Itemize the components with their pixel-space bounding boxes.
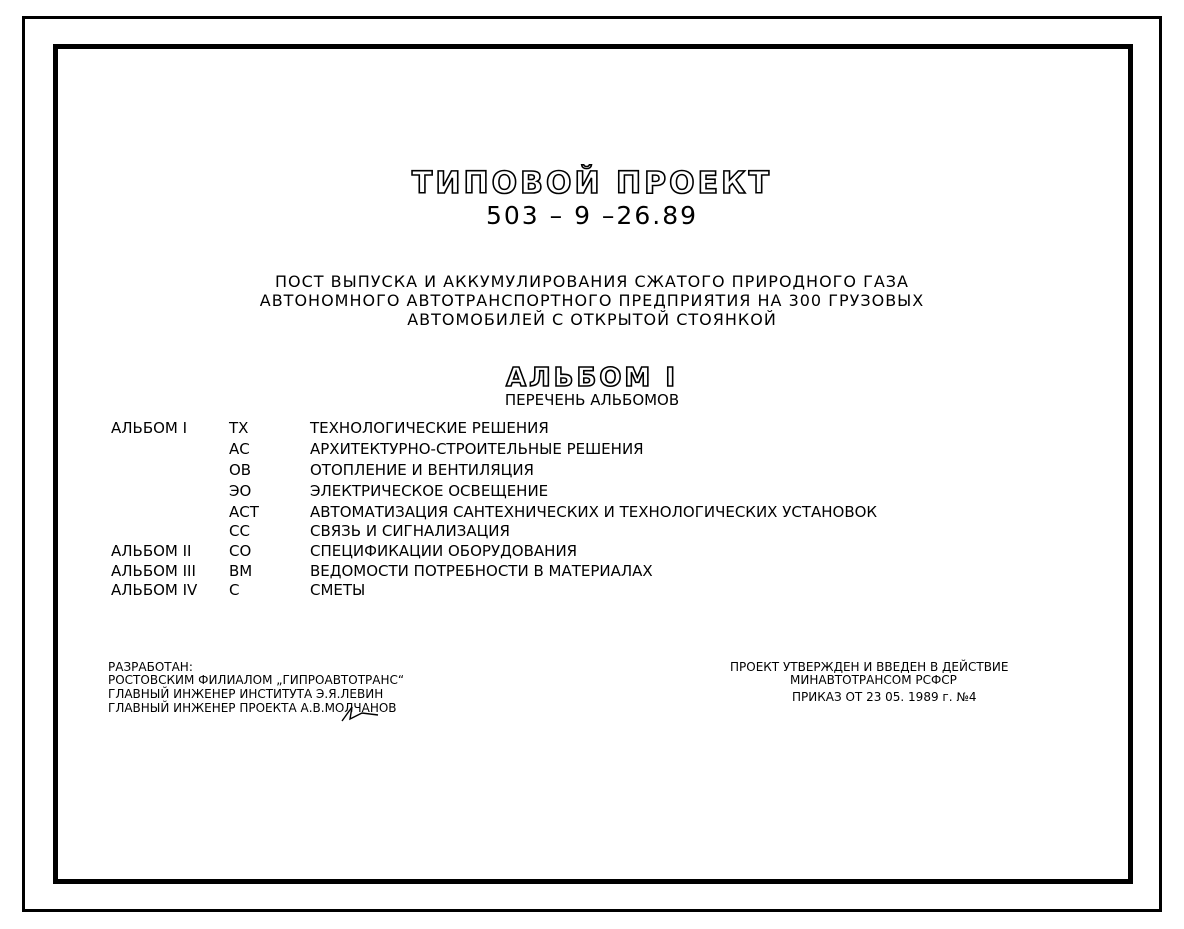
description-line-3: АВТОМОБИЛЕЙ С ОТКРЫТОЙ СТОЯНКОЙ	[407, 310, 777, 329]
list-name: ЭЛЕКТРИЧЕСКОЕ ОСВЕЩЕНИЕ	[310, 482, 549, 500]
developed-line-1: РАЗРАБОТАН:	[108, 660, 193, 674]
list-code: АС	[229, 440, 250, 458]
list-code: ВМ	[229, 562, 253, 580]
list-name: АВТОМАТИЗАЦИЯ САНТЕХНИЧЕСКИХ И ТЕХНОЛОГИЧЕСКИХ УСТАНОВОК	[310, 503, 878, 521]
list-name: АРХИТЕКТУРНО-СТРОИТЕЛЬНЫЕ РЕШЕНИЯ	[310, 440, 644, 458]
list-name: СПЕЦИФИКАЦИИ ОБОРУДОВАНИЯ	[310, 542, 578, 560]
list-name: СВЯЗЬ И СИГНАЛИЗАЦИЯ	[310, 522, 510, 540]
list-album: АЛЬБОМ IV	[111, 581, 198, 599]
list-code: СО	[229, 542, 252, 560]
approved-line-1: ПРОЕКТ УТВЕРЖДЕН И ВВЕДЕН В ДЕЙСТВИЕ	[730, 660, 1009, 674]
list-name: ВЕДОМОСТИ ПОТРЕБНОСТИ В МАТЕРИАЛАХ	[310, 562, 653, 580]
list-code: ЭО	[229, 482, 252, 500]
developed-line-2: РОСТОВСКИМ ФИЛИАЛОМ „ГИПРОАВТОТРАНС“	[108, 673, 405, 687]
list-album: АЛЬБОМ III	[111, 562, 196, 580]
list-name: СМЕТЫ	[310, 581, 366, 599]
album-title: АЛЬБОМ I	[505, 363, 679, 393]
project-code: 503 – 9 –26.89	[485, 201, 699, 230]
album-subtitle: ПЕРЕЧЕНЬ АЛЬБОМОВ	[504, 391, 680, 409]
developed-line-4: ГЛАВНЫЙ ИНЖЕНЕР ПРОЕКТА А.В.МОЛЧАНОВ	[108, 701, 397, 715]
list-album: АЛЬБОМ I	[111, 419, 188, 437]
list-code: АСТ	[229, 503, 259, 521]
list-name: ТЕХНОЛОГИЧЕСКИЕ РЕШЕНИЯ	[310, 419, 549, 437]
approved-line-3: ПРИКАЗ ОТ 23 05. 1989 г. №4	[792, 690, 977, 704]
list-code: ТХ	[229, 419, 249, 437]
list-album: АЛЬБОМ II	[111, 542, 192, 560]
list-name: ОТОПЛЕНИЕ И ВЕНТИЛЯЦИЯ	[310, 461, 534, 479]
developed-line-3: ГЛАВНЫЙ ИНЖЕНЕР ИНСТИТУТА Э.Я.ЛЕВИН	[108, 687, 384, 701]
signature-icon	[340, 703, 380, 725]
project-title: ТИПОВОЙ ПРОЕКТ	[411, 166, 773, 201]
list-code: ОВ	[229, 461, 252, 479]
description-line-1: ПОСТ ВЫПУСКА И АККУМУЛИРОВАНИЯ СЖАТОГО ПРИРОДНОГО ГАЗА	[275, 272, 909, 291]
list-code: СС	[229, 522, 250, 540]
description-line-2: АВТОНОМНОГО АВТОТРАНСПОРТНОГО ПРЕДПРИЯТИЯ НА 300 ГРУЗОВЫХ	[259, 291, 925, 310]
approved-line-2: МИНАВТОТРАНСОМ РСФСР	[790, 673, 957, 687]
list-code: С	[229, 581, 240, 599]
